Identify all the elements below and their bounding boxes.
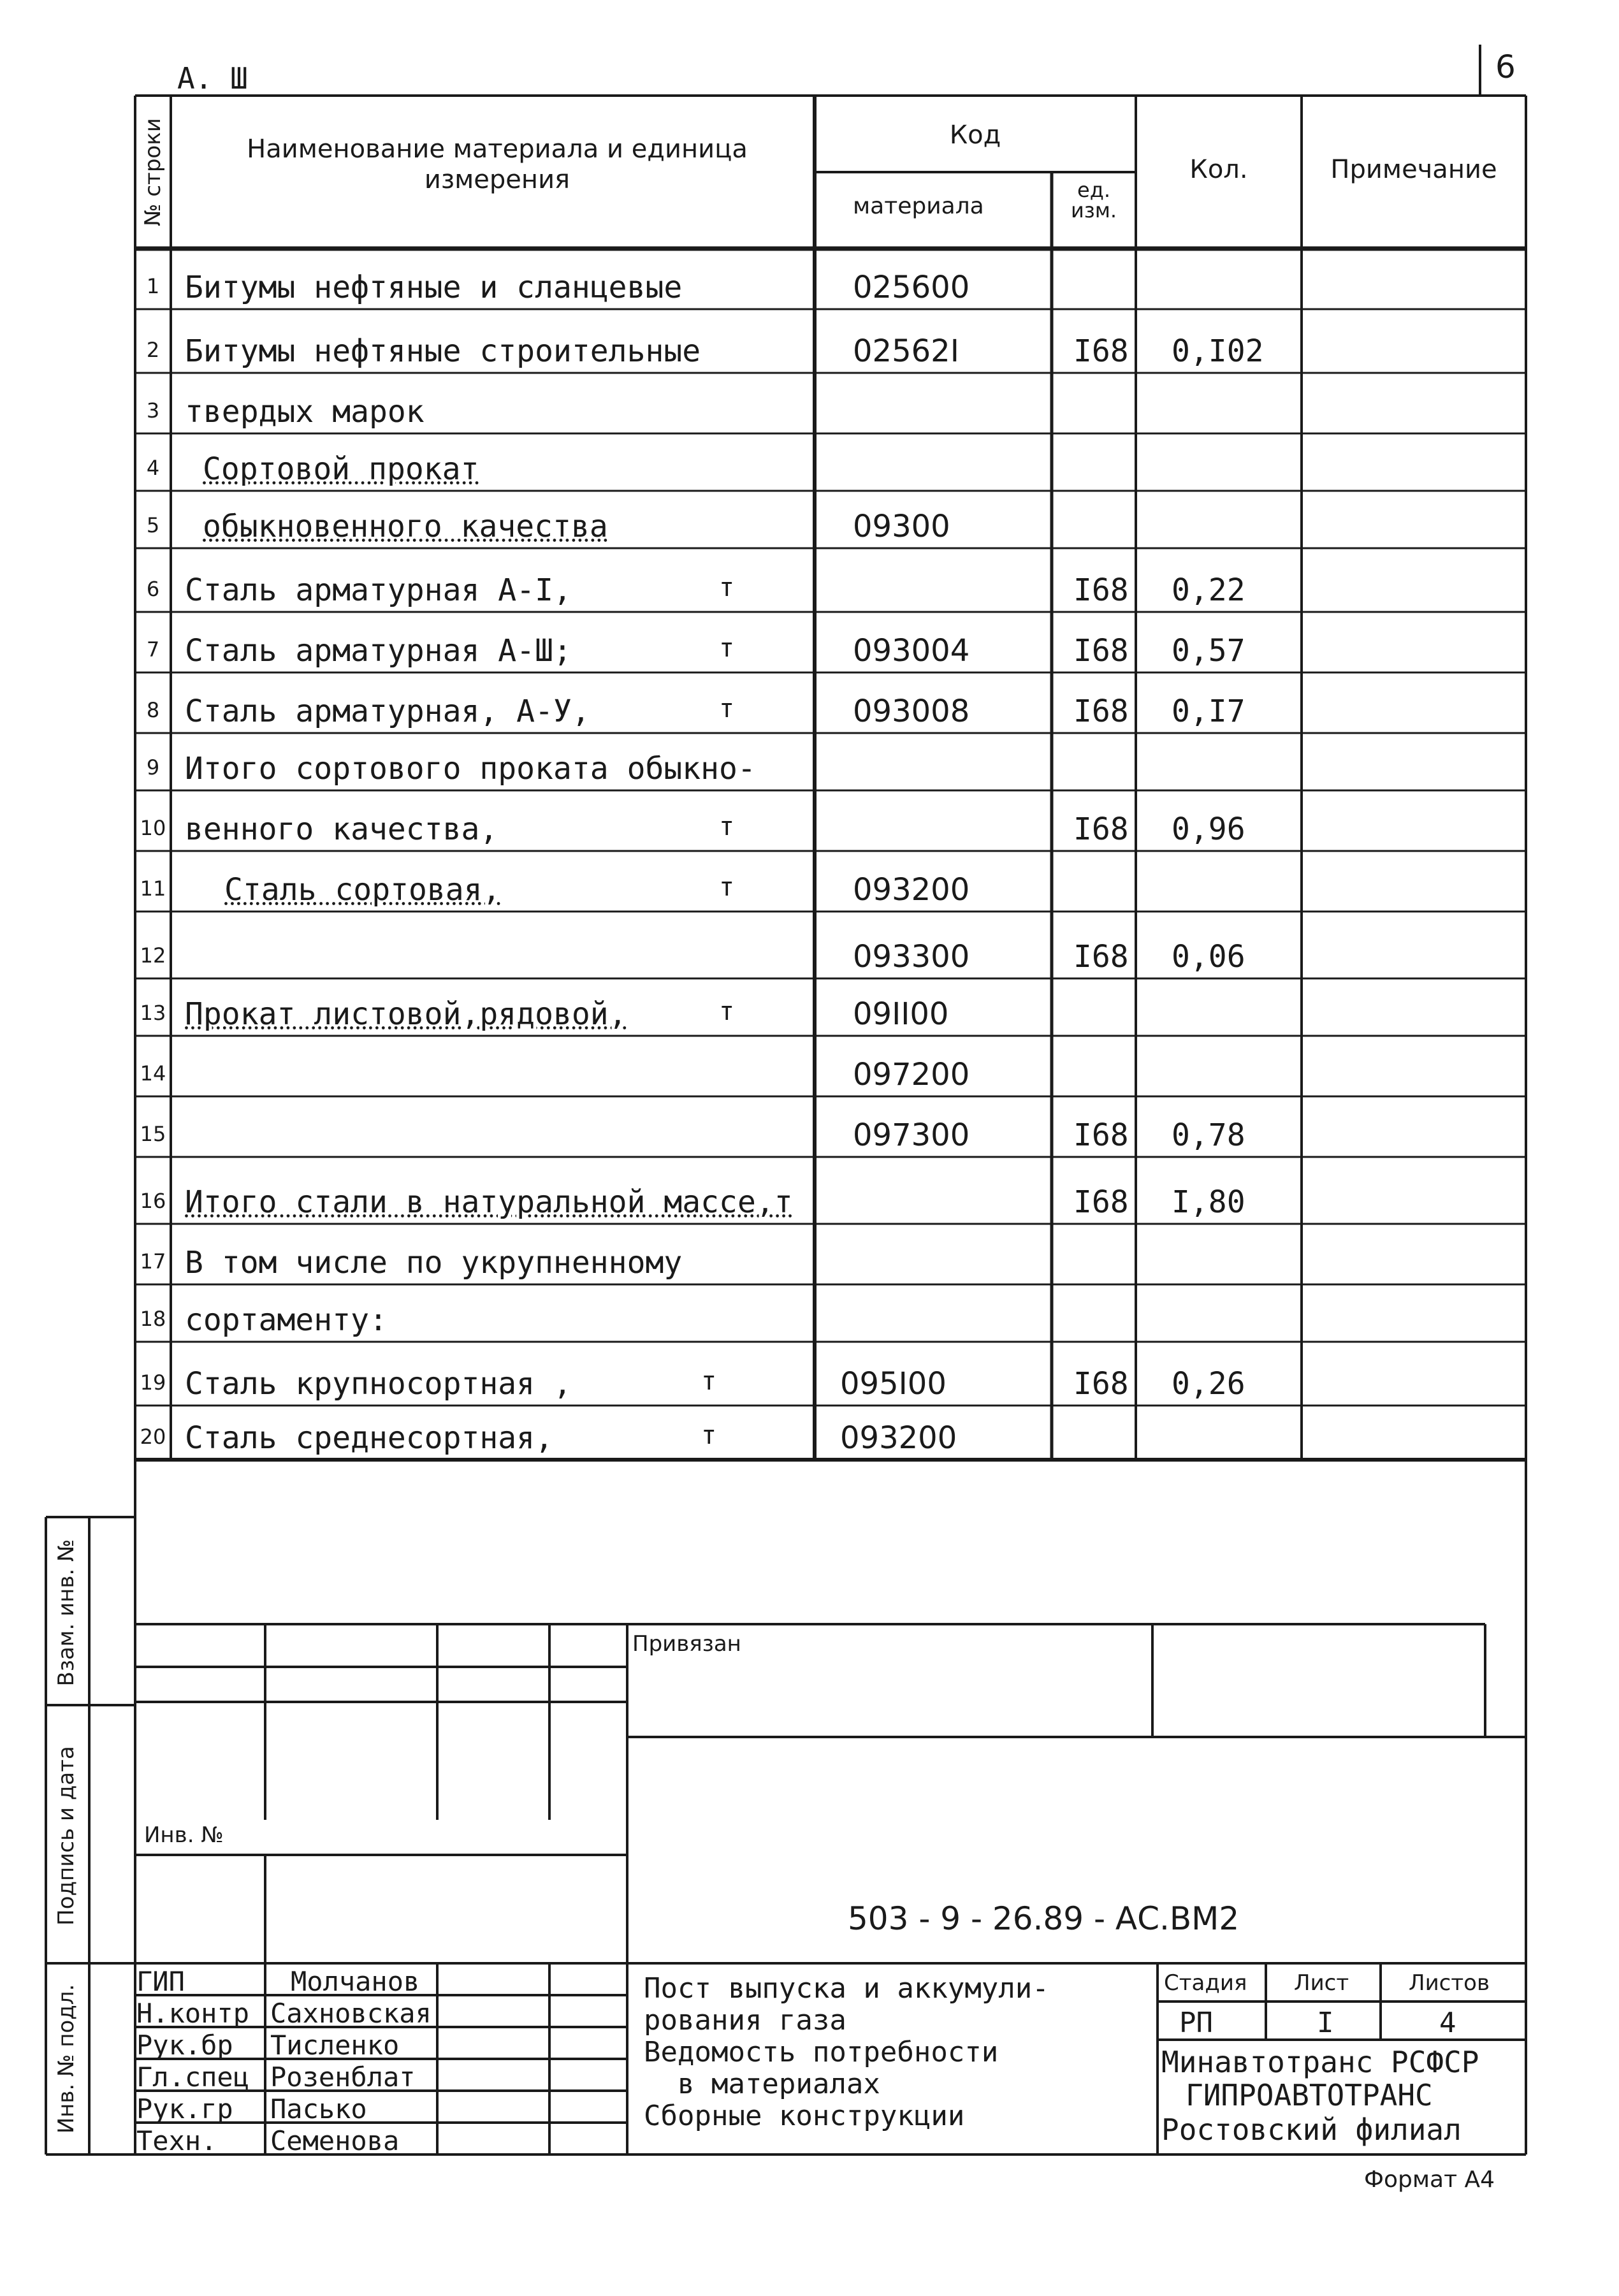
row-number: 19 <box>140 1370 166 1395</box>
unit-cell: т <box>719 997 735 1026</box>
material-name: обыкновенного качества <box>203 509 608 544</box>
row-number: 14 <box>140 1061 166 1086</box>
unit-code-cell: I68 <box>1073 1184 1129 1220</box>
format-label: Формат А4 <box>1364 2167 1495 2193</box>
title-line-2: рования газа <box>644 2004 846 2037</box>
unit-code-cell: I68 <box>1073 1366 1129 1402</box>
inv-no-label: Инв. № <box>144 1822 224 1848</box>
header-code: Код <box>949 120 1001 150</box>
material-code-cell: 095I00 <box>840 1366 947 1402</box>
material-code-cell: 093008 <box>853 694 970 729</box>
unit-cell: т <box>719 573 735 602</box>
material-name: Прокат листовой,рядовой, <box>185 996 627 1032</box>
header-code-unit: ед. изм. <box>1070 178 1117 222</box>
signer-name: Пасько <box>270 2093 367 2125</box>
material-name: Битумы нефтяные и сланцевые <box>185 270 683 305</box>
material-name: Сталь крупносортная , <box>185 1366 572 1402</box>
side-label-signature-date: Подпись и дата <box>54 1746 79 1926</box>
signer-role: ГИП <box>136 1966 185 1997</box>
unit-cell: т <box>719 873 735 902</box>
material-name: Битумы нефтяные строительные <box>185 333 701 369</box>
material-name: Сталь среднесортная, <box>185 1420 553 1456</box>
signer-name: Молчанов <box>291 1966 420 1997</box>
row-number: 10 <box>140 816 166 840</box>
unit-cell: т <box>719 634 735 663</box>
quantity-cell: 0,I02 <box>1172 333 1264 369</box>
header-name: Наименование материала и единица измерения <box>247 134 748 194</box>
material-name: Сталь арматурная А-I, <box>185 572 572 608</box>
stage-label: Стадия <box>1164 1970 1247 1996</box>
unit-code-cell: I68 <box>1073 694 1129 729</box>
material-name: сортаменту: <box>185 1302 388 1338</box>
title-line-4: в материалах <box>644 2068 880 2100</box>
row-number: 7 <box>146 637 160 662</box>
signer-name: Сахновская <box>270 1998 432 2029</box>
title-line-1: Пост выпуска и аккумули- <box>644 1972 1049 2005</box>
unit-code-cell: I68 <box>1073 572 1129 608</box>
row-number: 9 <box>146 755 160 780</box>
unit-code-cell: I68 <box>1073 333 1129 369</box>
quantity-cell: 0,22 <box>1172 572 1245 608</box>
stage-value: РП <box>1179 2007 1213 2039</box>
title-line-5: Сборные конструкции <box>644 2100 965 2132</box>
row-number: 5 <box>146 513 160 537</box>
unit-cell: т <box>719 812 735 841</box>
unit-cell: т <box>701 1367 717 1396</box>
row-number: 12 <box>140 943 166 968</box>
material-name: твердых марок <box>185 394 425 430</box>
quantity-cell: 0,96 <box>1172 811 1245 847</box>
row-number: 8 <box>146 698 160 722</box>
quantity-cell: 0,78 <box>1172 1117 1245 1153</box>
header-note: Примечание <box>1330 155 1497 184</box>
quantity-cell: 0,I7 <box>1172 694 1245 729</box>
row-number: 3 <box>146 398 160 423</box>
unit-code-cell: I68 <box>1073 811 1129 847</box>
signer-name: Тисленко <box>270 2030 400 2061</box>
title-line-3: Ведомость потребности <box>644 2036 999 2068</box>
signer-name: Розенблат <box>270 2061 416 2093</box>
row-number: 1 <box>146 274 160 298</box>
row-number: 20 <box>140 1425 166 1449</box>
side-label-replace-inv: Взам. инв. № <box>54 1539 79 1687</box>
header-code-material: материала <box>853 193 984 219</box>
material-code-cell: 02562I <box>853 333 959 369</box>
unit-cell: т <box>701 1421 717 1450</box>
sheet-label: Лист <box>1294 1970 1349 1996</box>
document-code: 503 - 9 - 26.89 - АС.ВМ2 <box>848 1900 1240 1937</box>
signer-role: Рук.гр <box>136 2093 233 2125</box>
row-number: 16 <box>140 1189 166 1213</box>
material-code-cell: 025600 <box>853 270 970 305</box>
row-number: 2 <box>146 338 160 362</box>
material-code-cell: 093300 <box>853 939 970 975</box>
quantity-cell: 0,26 <box>1172 1366 1245 1402</box>
quantity-cell: 0,06 <box>1172 939 1245 975</box>
material-code-cell: 09300 <box>853 509 950 544</box>
page-number: 6 <box>1495 48 1516 85</box>
org-line-3: Ростовский филиал <box>1161 2112 1462 2147</box>
org-line-2: ГИПРОАВТОТРАНС <box>1186 2078 1433 2112</box>
material-code-cell: 093200 <box>853 872 970 908</box>
signer-role: Техн. <box>136 2125 217 2156</box>
material-code-cell: 093004 <box>853 633 970 669</box>
material-code-cell: 093200 <box>840 1420 957 1456</box>
quantity-cell: 0,57 <box>1172 633 1245 669</box>
material-code-cell: 097300 <box>853 1117 970 1153</box>
signer-role: Н.контр <box>136 1998 250 2029</box>
row-number: 6 <box>146 577 160 601</box>
signer-role: Гл.спец <box>136 2061 250 2093</box>
material-name: В том числе по укрупненному <box>185 1245 683 1281</box>
row-number: 11 <box>140 876 166 901</box>
unit-cell: т <box>719 694 735 723</box>
material-code-cell: 097200 <box>853 1057 970 1093</box>
row-number: 18 <box>140 1307 166 1331</box>
material-name: Сталь арматурная, А-У, <box>185 694 590 729</box>
material-name: Итого стали в натуральной массе,т <box>185 1184 793 1220</box>
sheets-label: Листов <box>1409 1970 1490 1996</box>
row-number: 4 <box>146 456 160 480</box>
corner-label: А. Ш <box>177 61 248 96</box>
sheets-value: 4 <box>1439 2007 1456 2039</box>
material-name: Итого сортового проката обыкно- <box>185 751 756 787</box>
header-row-no: № строки <box>140 118 166 226</box>
row-number: 13 <box>140 1001 166 1025</box>
row-number: 15 <box>140 1122 166 1146</box>
unit-code-cell: I68 <box>1073 633 1129 669</box>
quantity-cell: I,80 <box>1172 1184 1245 1220</box>
privyazan-label: Привязан <box>632 1631 741 1657</box>
unit-code-cell: I68 <box>1073 1117 1129 1153</box>
material-name: венного качества, <box>185 811 498 847</box>
org-line-1: Минавтотранс РСФСР <box>1161 2045 1479 2079</box>
material-code-cell: 09II00 <box>853 996 949 1032</box>
material-name: Сортовой прокат <box>203 451 479 487</box>
side-label-inv-original: Инв. № подл. <box>54 1984 79 2134</box>
header-qty: Кол. <box>1189 155 1248 184</box>
signer-role: Рук.бр <box>136 2030 233 2061</box>
unit-code-cell: I68 <box>1073 939 1129 975</box>
material-name: Сталь сортовая, <box>224 872 501 908</box>
signer-name: Семенова <box>270 2125 400 2156</box>
row-number: 17 <box>140 1249 166 1274</box>
sheet-value: I <box>1317 2007 1334 2039</box>
material-name: Сталь арматурная А-Ш; <box>185 633 572 669</box>
